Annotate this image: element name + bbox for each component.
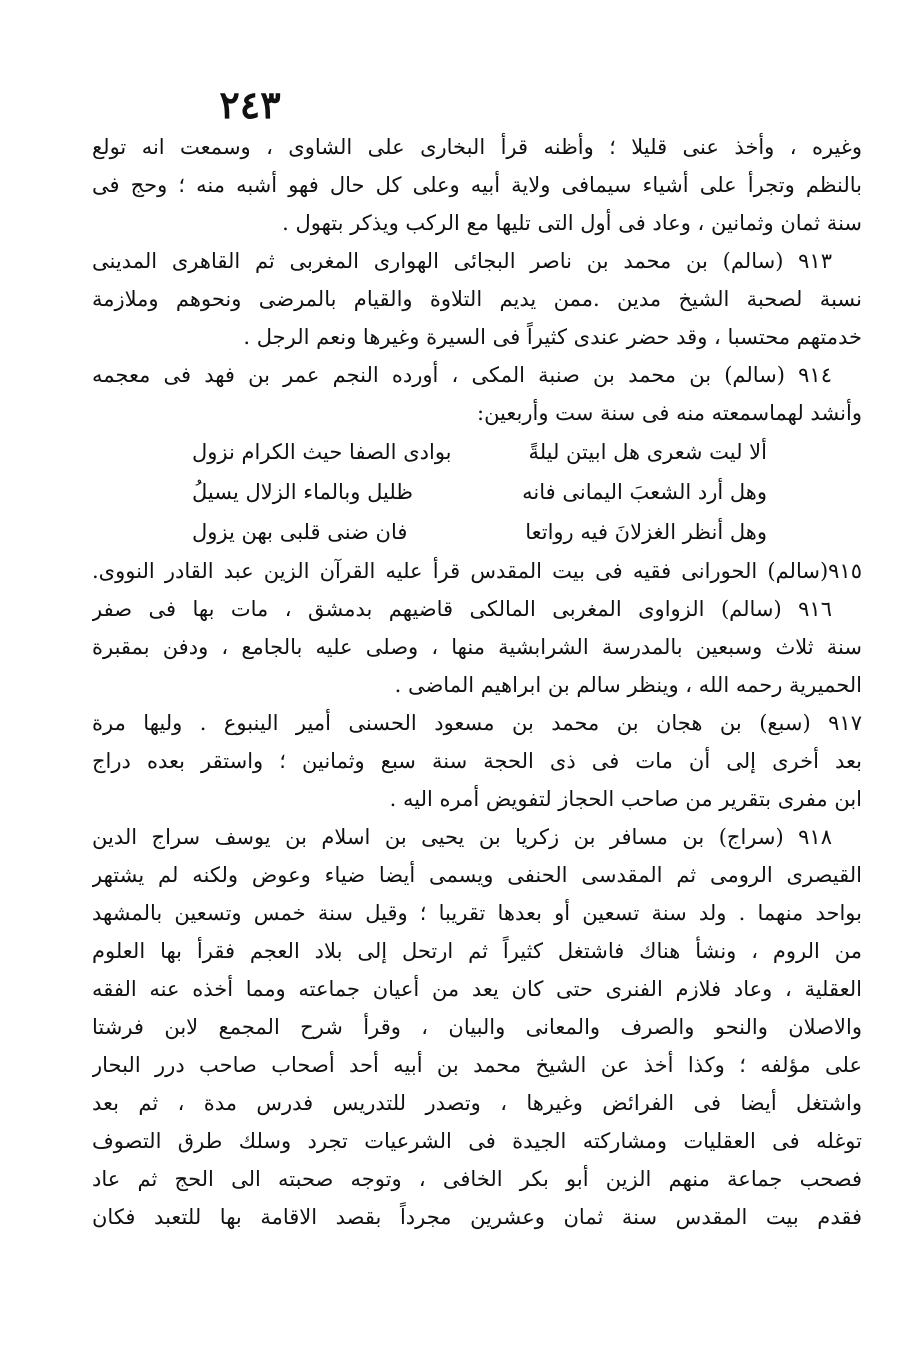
text-line: وغيره ، وأخذ عنى قليلا ؛ وأظنه قرأ البخارى على الشاوى ، وسمعت انه تولع [92, 135, 862, 159]
text-line: بعد أخرى إلى أن مات فى ذى الحجة سنة سبع وثمانين ؛ واستقر بعده دراج [92, 749, 862, 773]
verse-second-hemistich: فان ضنى قلبى بهن يزول [192, 520, 408, 544]
poem-verse [92, 472, 862, 512]
text-line: فصحب جماعة منهم الزين أبو بكر الخافى ، وتوجه صحبته الى الحج ثم عاد [92, 1167, 862, 1191]
text-line: واشتغل أيضا فى الفرائض وغيرها ، وتصدر للتدريس فدرس مدة ، ثم بعد [92, 1091, 862, 1115]
text-line: العقلية ، وعاد فلازم الفنرى حتى كان يعد من أعيان جماعته ومما أخذه عنه الفقه [92, 977, 862, 1001]
text-line: بالنظم وتجرأ على أشياء سيمافى ولاية أبيه وعلى كل حال فهو أشبه منه ؛ وحج فى [92, 173, 862, 197]
text-line: الحميرية رحمه الله ، وينظر سالم بن ابراهيم الماضى . [394, 673, 862, 697]
text-line: من الروم ، ونشأ هناك فاشتغل كثيراً ثم ارتحل إلى بلاد العجم فقرأ بها العلوم [92, 939, 862, 963]
verse-first-hemistich: وهل أرد الشعبَ اليمانى فانه [522, 480, 767, 504]
entry-917: ٩١٧ (سبع) بن هجان بن محمد بن مسعود الحسنى أمير الينبوع . وليها مرة [92, 711, 862, 735]
entry-916: ٩١٦ (سالم) الزواوى المغربى المالكى قاضيهم بدمشق ، مات بها فى صفر [92, 597, 832, 621]
text-line: ابن مفرى بتقرير من صاحب الحجاز لتفويض أمره اليه . [389, 787, 862, 811]
body-text [92, 128, 862, 1236]
verse-second-hemistich: ظليل وبالماء الزلال يسيلُ [192, 480, 414, 504]
text-line: خدمتهم محتسبا ، وقد حضر عندى كثيراً فى السيرة وغيرها ونعم الرجل . [243, 325, 862, 349]
text-line: والاصلان والنحو والصرف والمعانى والبيان ، وقرأ شرح المجمع لابن فرشتا [92, 1015, 862, 1039]
entry-918: ٩١٨ (سراج) بن مسافر بن زكريا بن يحيى بن اسلام بن يوسف سراج الدين [92, 825, 832, 849]
entry-915: ٩١٥(سالم) الحورانى فقيه فى بيت المقدس قرأ عليه القرآن الزين عبد القادر النووى. [92, 559, 862, 583]
entry-914: ٩١٤ (سالم) بن محمد بن صنبة المكى ، أورده النجم عمر بن فهد فى معجمه [92, 363, 832, 387]
verse-first-hemistich: ألا ليت شعرى هل ابيتن ليلةً [528, 440, 767, 464]
text-line: سنة ثمان وثمانين ، وعاد فى أول التى تليها مع الركب ويذكر بتهول . [282, 211, 862, 235]
poem-verse [92, 432, 862, 472]
text-line: القيصرى الرومى ثم المقدسى الحنفى ويسمى أيضا ضياء وعوض ولكنه لم يشتهر [92, 863, 862, 887]
verse-second-hemistich: بوادى الصفا حيث الكرام نزول [192, 440, 452, 464]
text-line: نسبة لصحبة الشيخ مدين .ممن يديم التلاوة والقيام بالمرضى ونحوهم وملازمة [92, 287, 862, 311]
page-number: ٢٤٣ [219, 82, 281, 127]
text-line: بواحد منهما . ولد سنة تسعين أو بعدها تقريبا ؛ وقيل سنة خمس وتسعين بالمشهد [92, 901, 862, 925]
poem-verse [92, 512, 862, 552]
text-line: توغله فى العقليات ومشاركته الجيدة فى الشرعيات تجرد وسلك طرق التصوف [92, 1129, 862, 1153]
verse-first-hemistich: وهل أنظر الغزلانَ فيه رواتعا [525, 520, 767, 544]
text-line: فقدم بيت المقدس سنة ثمان وعشرين مجرداً بقصد الاقامة بها للتعبد فكان [92, 1205, 862, 1229]
text-line: وأنشد لهماسمعته منه فى سنة ست وأربعين: [477, 401, 862, 425]
text-line: سنة ثلاث وسبعين بالمدرسة الشرابشية منها ، وصلى عليه بالجامع ، ودفن بمقبرة [92, 635, 862, 659]
text-line: على مؤلفه ؛ وكذا أخذ عن الشيخ محمد بن أبيه أحد أصحاب صاحب درر البحار [92, 1053, 862, 1077]
entry-913: ٩١٣ (سالم) بن محمد بن ناصر البجائى الهوارى المغربى ثم القاهرى المدينى [92, 249, 832, 273]
